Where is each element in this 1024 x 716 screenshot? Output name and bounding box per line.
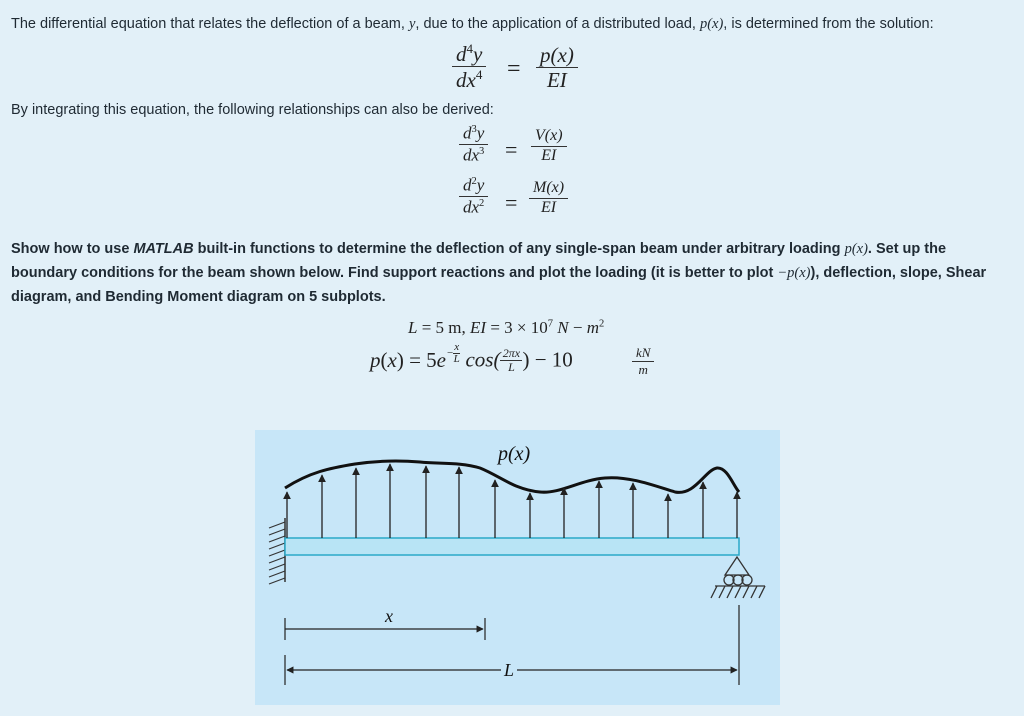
eq2-equals: = (505, 137, 518, 162)
eq1-rhs-fraction: p(x) EI (536, 44, 578, 91)
eq3-lhs-fraction: $d^2y$ $dx^2$ (459, 176, 488, 216)
load-arrows (287, 464, 737, 538)
load-equation: p(x) = 5e− $\frac{x}{L}$ cos( $\frac{2\pi x}{L}$ ) − 10 (370, 341, 573, 374)
intro-text (11, 12, 1016, 36)
eq3-equals: = (505, 190, 518, 215)
var-px: p(x) (699, 16, 724, 32)
params-line: L = 5 m, EI = $3 \times 10^7$ $N - m^2$ (408, 318, 605, 337)
x-label: x (385, 606, 393, 626)
task-text: Show how to use MATLAB built-in functions to determine the deflection of any single-span beam under arbitrary loading p(x). Set up the boundary conditions for the beam shown below. Find support reactions and plot the loading (it is better to plot −p(x)), deflection, slope, Shear diagram, and Bending Moment diagram on 5 subplots. (11, 241, 987, 305)
fixed-wall-support (269, 518, 285, 584)
matlab-term: MATLAB (133, 241, 194, 257)
beam (285, 538, 739, 555)
beam-figure (255, 430, 780, 705)
eq2-lhs-fraction: $d^3y$ $dx^3$ (459, 124, 488, 164)
var-y: y (408, 16, 416, 32)
roller-support (711, 557, 765, 598)
eq1-equals: = (507, 56, 521, 82)
eq2-rhs-fraction: V(x) EI (531, 128, 567, 165)
eq3-rhs-fraction: M(x) EI (529, 180, 568, 217)
eq1-lhs-fraction: $d^4y$ $dx^4$ (452, 42, 486, 91)
L-label: L (504, 660, 515, 680)
intro-part1: The differential equation that relates the deflection of a beam, (11, 16, 405, 32)
load-unit-fraction: kN m (632, 346, 654, 376)
load-curve (285, 461, 739, 492)
integrating-text: By integrating this equation, the following relationships can also be derived: (11, 102, 494, 118)
intro-part3: , is determined from the solution: (723, 16, 934, 32)
intro-part2: , due to the application of a distributed load, (415, 16, 696, 32)
beam-diagram (255, 430, 780, 705)
load-label: p(x) (498, 443, 531, 465)
